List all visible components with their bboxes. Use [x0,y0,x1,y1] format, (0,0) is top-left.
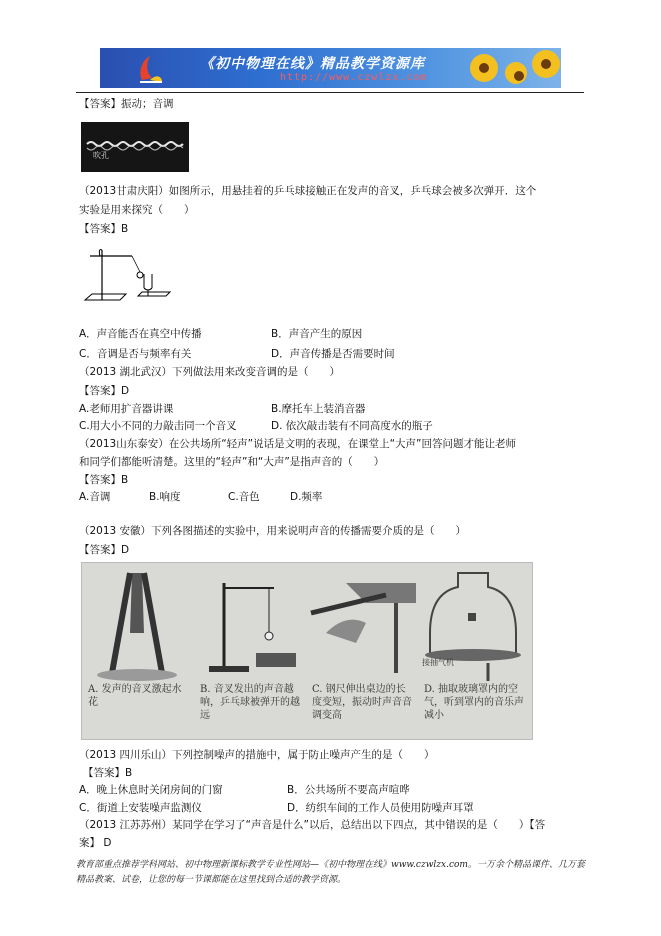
panel-caption: C. 钢尺伸出桌边的长度变短，振动时声音音调变高 [312,684,412,721]
answer-text: 【答案】振动；音调 [79,98,174,110]
question-stem: （2013 湖北武汉）下列做法用来改变音调的是（ ） [79,366,341,378]
option-d: D．声音传播是否需要时间 [271,348,395,360]
header-banner [100,48,561,88]
option-a: A.老师用扩音器讲课 [79,403,174,415]
panel-caption: B. 音叉发出的声音越响，乒乓球被弹开的越远 [200,684,300,721]
option-d: D.频率 [290,491,323,503]
answer-text: 【答案】B [79,223,129,235]
tuning-fork-figure [80,244,176,304]
sunflower-decoration [505,62,527,84]
question-stem: （2013甘肃庆阳）如图所示，用悬挂着的乒乓球接触正在发声的音叉，乒乓球会被多次弹开．这个 [79,185,537,197]
option-a: A．声音能否在真空中传播 [79,328,202,340]
waveform-image [81,122,189,172]
option-c: C.用大小不同的力敲击同一个音叉 [79,420,237,432]
answer-text: 【答案】B [83,767,133,779]
question-stem: 案】 D [79,837,112,849]
panel-b [194,563,304,739]
site-logo [136,54,164,82]
panel-c [306,563,416,739]
question-stem: （2013山东泰安）在公共场所“轻声”说话是文明的表现，在课堂上“大声”回答问题才能让老师 [79,438,516,450]
question-stem: （2013 安徽）下列各图描述的实验中，用来说明声音的传播需要介质的是（ ） [79,525,467,537]
banner-title: 《初中物理在线》精品教学资源库 [200,56,425,72]
answer-text: 【答案】B [79,474,129,486]
sunflower-decoration [532,50,560,78]
waveform-label: 吹孔 [93,151,109,160]
panel-d [418,563,532,739]
panel-caption: D. 抽取玻璃罩内的空气，听到罩内的音乐声减小 [424,684,524,721]
question-stem: 和同学们都能听清楚。这里的“轻声”和“大声”是指声音的（ ） [79,456,385,468]
page-footer: 教育部重点推荐学科网站、初中物理新课标教学专业性网站—《初中物理在线》www.czwlzx.com。一万余个精品课件、几万套精品教案、试卷，让您的每一节课都能在这里找到合适的教学资源。 [76,860,585,885]
panel-a [82,563,192,739]
option-c: C．街道上安装噪声监测仪 [79,802,202,814]
pump-label: 接抽气机 [422,658,454,667]
header-rule [76,92,584,93]
option-d: D．纺织车间的工作人员使用防噪声耳罩 [287,802,474,814]
sunflower-decoration [470,54,498,82]
option-b: B.摩托车上装消音器 [271,403,366,415]
answer-text: 【答案】D [79,385,130,397]
question-stem: （2013 江苏苏州）某同学在学习了“声音是什么”以后，总结出以下四点，其中错误的是（ ）【答 [79,819,546,831]
question-stem: （2013 四川乐山）下列控制噪声的措施中，属于防止噪声产生的是（ ） [79,749,435,761]
option-b: B．声音产生的原因 [271,328,363,340]
experiment-photo-strip [81,562,533,740]
option-b: B.响度 [149,491,181,503]
option-c: C.音色 [228,491,260,503]
option-a: A．晚上休息时关闭房间的门窗 [79,784,223,796]
banner-url[interactable]: http://www.czwlzx.com [280,72,428,83]
option-d: D. 依次敲击装有不同高度水的瓶子 [271,420,433,432]
option-b: B．公共场所不要高声喧哗 [287,784,410,796]
option-c: C．音调是否与频率有关 [79,348,192,360]
question-stem: 实验是用来探究（ ） [79,204,195,216]
panel-caption: A. 发声的音叉激起水花 [88,684,182,708]
answer-text: 【答案】D [79,544,130,556]
option-a: A.音调 [79,491,111,503]
